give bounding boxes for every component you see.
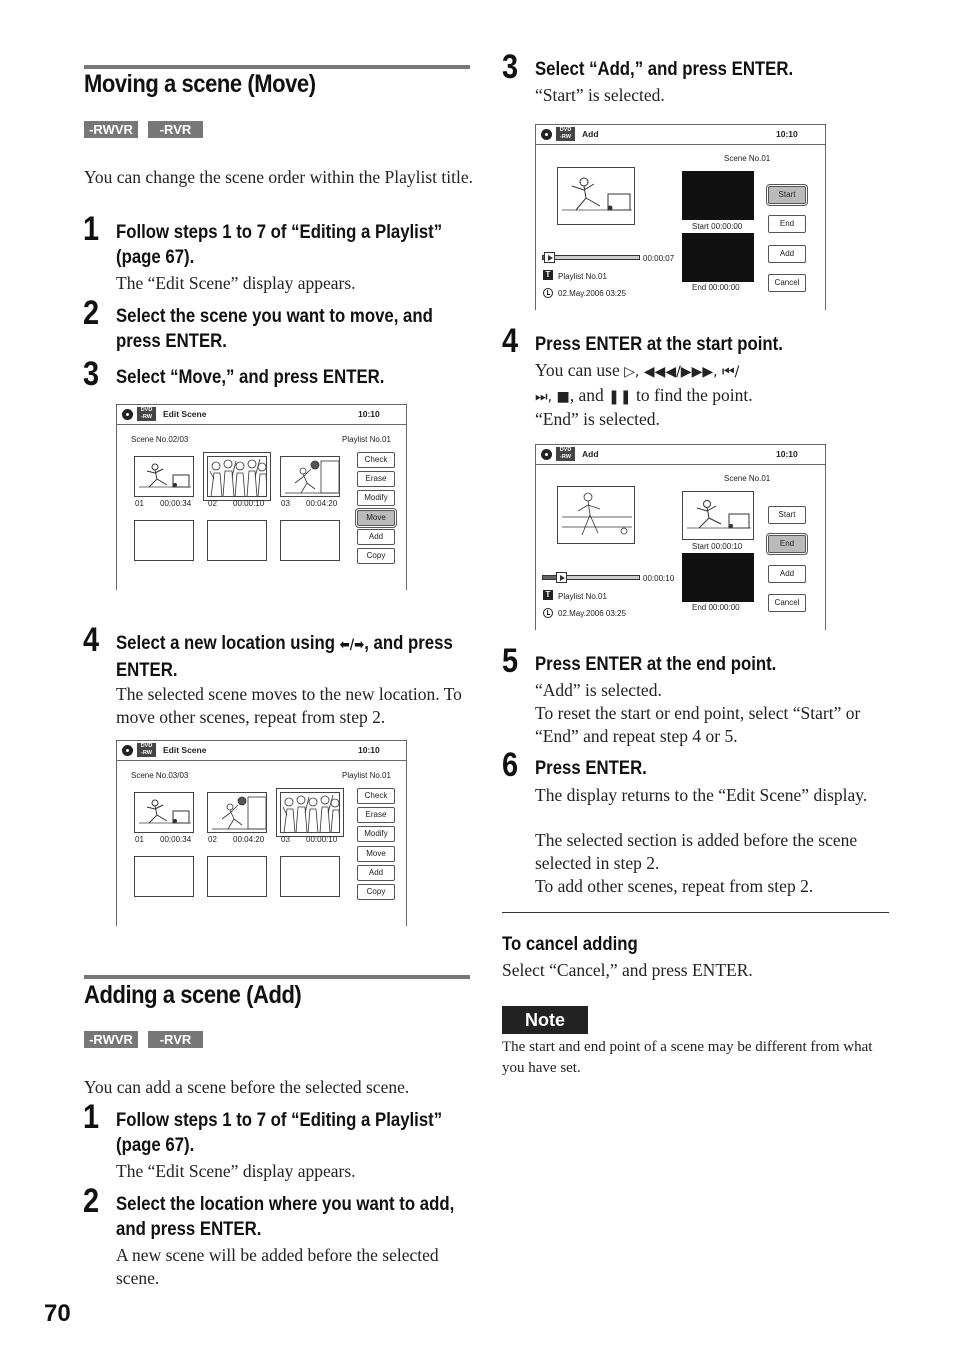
playlist-number: Playlist No.01 xyxy=(558,272,607,281)
thumb-3-time: 00:00:10 xyxy=(306,835,338,844)
scene-number: Scene No.01 xyxy=(724,474,771,483)
soccer-kick-image xyxy=(135,457,194,497)
check-button[interactable]: Check xyxy=(357,788,395,804)
end-point-label: End 00:00:00 xyxy=(692,283,740,292)
scene-thumb-3[interactable] xyxy=(280,456,340,497)
cancel-adding-heading: To cancel adding xyxy=(502,933,638,955)
start-button[interactable]: Start xyxy=(768,186,806,204)
screen-clock: 10:10 xyxy=(776,449,798,459)
add-screen-1 xyxy=(535,124,826,310)
add-step-3-number: 3 xyxy=(502,48,519,86)
empty-slot[interactable] xyxy=(207,856,267,897)
thumb-3-num: 03 xyxy=(281,835,290,844)
preview-image xyxy=(557,167,635,225)
skip-stop-icons: ⏭, ■ xyxy=(535,388,570,405)
play-icon xyxy=(556,572,567,583)
add-screen-2 xyxy=(535,444,826,630)
badge-rwvr: -RWVR xyxy=(84,121,138,138)
section-title-add: Adding a scene (Add) xyxy=(84,981,302,1009)
move-step-1-number: 1 xyxy=(83,210,100,248)
add-button[interactable]: Add xyxy=(768,565,806,583)
move-step-3-number: 3 xyxy=(83,355,100,393)
add-button[interactable]: Add xyxy=(357,529,395,545)
clock-icon xyxy=(543,608,553,618)
move-intro: You can change the scene order within the Playlist title. xyxy=(84,167,473,187)
cancel-button[interactable]: Cancel xyxy=(768,594,806,612)
crowd-image xyxy=(281,793,340,833)
section-rule-move xyxy=(84,65,470,69)
section-title-move: Moving a scene (Move) xyxy=(84,70,316,98)
add-step-5-heading: Press ENTER at the end point. xyxy=(535,653,777,675)
start-point-label: Start 00:00:10 xyxy=(692,542,743,551)
erase-button[interactable]: Erase xyxy=(357,807,395,823)
playback-progress-bar[interactable] xyxy=(542,255,640,260)
thumb-2-num: 02 xyxy=(208,835,217,844)
empty-slot[interactable] xyxy=(134,856,194,897)
edit-scene-screen-2 xyxy=(116,740,407,926)
add-step-6-text: The display returns to the “Edit Scene” display. xyxy=(535,785,868,805)
thumb-3-time: 00:04:20 xyxy=(306,499,338,508)
body-text: , and xyxy=(569,384,609,405)
disc-icon xyxy=(541,449,552,460)
disc-icon xyxy=(541,129,552,140)
add-step-2-number: 2 xyxy=(83,1182,100,1220)
soccer-kick-image xyxy=(135,793,194,833)
disc-icon xyxy=(122,745,133,756)
body-text: “End” is selected. xyxy=(535,409,660,429)
dvd-rw-logo: DVD -RW xyxy=(137,743,156,757)
playlist-number: Playlist No.01 xyxy=(558,592,607,601)
scene-thumb-1[interactable] xyxy=(134,456,194,497)
move-step-4-number: 4 xyxy=(83,621,100,659)
cancel-adding-text: Select “Cancel,” and press ENTER. xyxy=(502,960,753,980)
empty-slot[interactable] xyxy=(280,856,340,897)
clock-icon xyxy=(543,288,553,298)
move-step-4-heading xyxy=(116,631,467,683)
move-step-4-text: The selected scene moves to the new location. To move other scenes, repeat from step 2. xyxy=(116,684,462,727)
move-button[interactable]: Move xyxy=(357,510,395,526)
screen-title: Edit Scene xyxy=(163,745,207,755)
screen-title: Add xyxy=(582,129,599,139)
goalkeeper-image xyxy=(281,457,340,497)
edit-scene-screen-1 xyxy=(116,404,407,590)
playback-counter: 00:00:07 xyxy=(643,254,675,263)
thumb-1-num: 01 xyxy=(135,835,144,844)
body-text: to find the point. xyxy=(631,384,753,405)
add-step-4-heading: Press ENTER at the start point. xyxy=(535,333,783,355)
start-frame-preview xyxy=(682,171,754,220)
add-button[interactable]: Add xyxy=(768,245,806,263)
move-step-1-heading: Follow steps 1 to 7 of “Editing a Playlist” (page 67). xyxy=(116,221,443,268)
start-frame-preview xyxy=(682,491,754,540)
add-step-6-text-3: To add other scenes, repeat from step 2. xyxy=(535,876,814,896)
thumb-1-time: 00:00:34 xyxy=(160,835,192,844)
end-frame-preview xyxy=(682,233,754,282)
dvd-rw-logo: DVD -RW xyxy=(556,127,575,141)
soccer-player-image xyxy=(558,487,635,544)
empty-slot[interactable] xyxy=(280,520,340,561)
add-step-6-heading: Press ENTER. xyxy=(535,757,647,779)
left-right-arrows-icon: ⬅/➡ xyxy=(339,637,365,653)
empty-slot[interactable] xyxy=(207,520,267,561)
check-button[interactable]: Check xyxy=(357,452,395,468)
badge-rvr: -RVR xyxy=(148,1031,203,1048)
end-button[interactable]: End xyxy=(768,215,806,233)
screen-clock: 10:10 xyxy=(358,745,380,755)
empty-slot[interactable] xyxy=(134,520,194,561)
end-point-label: End 00:00:00 xyxy=(692,603,740,612)
modify-button[interactable]: Modify xyxy=(357,826,395,842)
add-step-5-number: 5 xyxy=(502,642,519,680)
scene-number: Scene No.03/03 xyxy=(131,771,189,780)
thumb-1-num: 01 xyxy=(135,499,144,508)
start-point-label: Start 00:00:00 xyxy=(692,222,743,231)
soccer-kick-image xyxy=(558,168,635,225)
crowd-image xyxy=(208,457,267,497)
heading-text: , and press ENTER. xyxy=(116,632,453,681)
body-text: You can use xyxy=(535,360,625,380)
move-step-3-heading: Select “Move,” and press ENTER. xyxy=(116,366,385,388)
page-number: 70 xyxy=(44,1300,71,1327)
title-icon: T xyxy=(543,270,553,280)
add-step-5-text-2: To reset the start or end point, select “Start” or “End” and repeat step 4 or 5. xyxy=(535,703,861,746)
section-rule-add xyxy=(84,975,470,979)
scene-thumb-3[interactable] xyxy=(280,792,340,833)
add-step-6-text-2: The selected section is added before the scene selected in step 2. xyxy=(535,830,858,873)
add-intro: You can add a scene before the selected scene. xyxy=(84,1077,410,1097)
thumb-3-num: 03 xyxy=(281,499,290,508)
add-step-4-number: 4 xyxy=(502,322,519,360)
add-button[interactable]: Add xyxy=(357,865,395,881)
note-label: Note xyxy=(502,1006,588,1034)
play-icon xyxy=(544,252,555,263)
playlist-number: Playlist No.01 xyxy=(342,435,391,444)
move-step-2-number: 2 xyxy=(83,294,100,332)
add-step-1-number: 1 xyxy=(83,1098,100,1136)
pause-icon: ❚❚ xyxy=(608,388,632,405)
disc-icon xyxy=(122,409,133,420)
move-step-2-heading: Select the scene you want to move, and press ENTER. xyxy=(116,305,433,352)
modify-button[interactable]: Modify xyxy=(357,490,395,506)
screen-clock: 10:10 xyxy=(776,129,798,139)
add-step-6-number: 6 xyxy=(502,746,519,784)
move-step-1-text: The “Edit Scene” display appears. xyxy=(116,273,356,293)
copy-button[interactable]: Copy xyxy=(357,548,395,564)
screen-title: Edit Scene xyxy=(163,409,207,419)
erase-button[interactable]: Erase xyxy=(357,471,395,487)
thumb-2-num: 02 xyxy=(208,499,217,508)
start-button[interactable]: Start xyxy=(768,506,806,524)
end-frame-preview xyxy=(682,553,754,602)
note-text: The start and end point of a scene may be different from what you have set. xyxy=(502,1039,873,1076)
copy-button[interactable]: Copy xyxy=(357,884,395,900)
soccer-kick-image xyxy=(683,492,754,540)
screen-clock: 10:10 xyxy=(358,409,380,419)
playlist-number: Playlist No.01 xyxy=(342,771,391,780)
scene-thumb-2[interactable] xyxy=(207,456,267,497)
heading-text: Select a new location using xyxy=(116,632,340,654)
preview-image xyxy=(557,486,635,544)
add-step-2-text: A new scene will be added before the selected scene. xyxy=(116,1245,439,1288)
move-button[interactable]: Move xyxy=(357,846,395,862)
scene-thumb-2[interactable] xyxy=(207,792,267,833)
playback-control-icons: ▷, ◀◀◀/▶▶▶, ⏮/ xyxy=(624,364,740,380)
badge-rwvr: -RWVR xyxy=(84,1031,138,1048)
scene-number: Scene No.01 xyxy=(724,154,771,163)
add-step-1-text: The “Edit Scene” display appears. xyxy=(116,1161,356,1181)
dvd-rw-logo: DVD -RW xyxy=(137,407,156,421)
recording-date: 02.May.2006 03:25 xyxy=(558,609,626,618)
add-step-1-heading: Follow steps 1 to 7 of “Editing a Playlist” (page 67). xyxy=(116,1109,443,1156)
scene-number: Scene No.02/03 xyxy=(131,435,189,444)
add-step-3-heading: Select “Add,” and press ENTER. xyxy=(535,58,794,80)
goalkeeper-image xyxy=(208,793,267,833)
cancel-button[interactable]: Cancel xyxy=(768,274,806,292)
thumb-2-time: 00:00:10 xyxy=(233,499,265,508)
playback-counter: 00:00:10 xyxy=(643,574,675,583)
add-step-5-text: “Add” is selected. xyxy=(535,680,662,700)
title-icon: T xyxy=(543,590,553,600)
thumb-2-time: 00:04:20 xyxy=(233,835,265,844)
scene-thumb-1[interactable] xyxy=(134,792,194,833)
dvd-rw-logo: DVD -RW xyxy=(556,447,575,461)
divider xyxy=(502,912,889,913)
screen-title: Add xyxy=(582,449,599,459)
thumb-1-time: 00:00:34 xyxy=(160,499,192,508)
end-button[interactable]: End xyxy=(768,535,806,553)
add-step-4-text xyxy=(535,359,887,431)
add-step-3-text: “Start” is selected. xyxy=(535,85,665,105)
add-step-2-heading: Select the location where you want to add, and press ENTER. xyxy=(116,1193,455,1240)
recording-date: 02.May.2006 03:25 xyxy=(558,289,626,298)
badge-rvr: -RVR xyxy=(148,121,203,138)
